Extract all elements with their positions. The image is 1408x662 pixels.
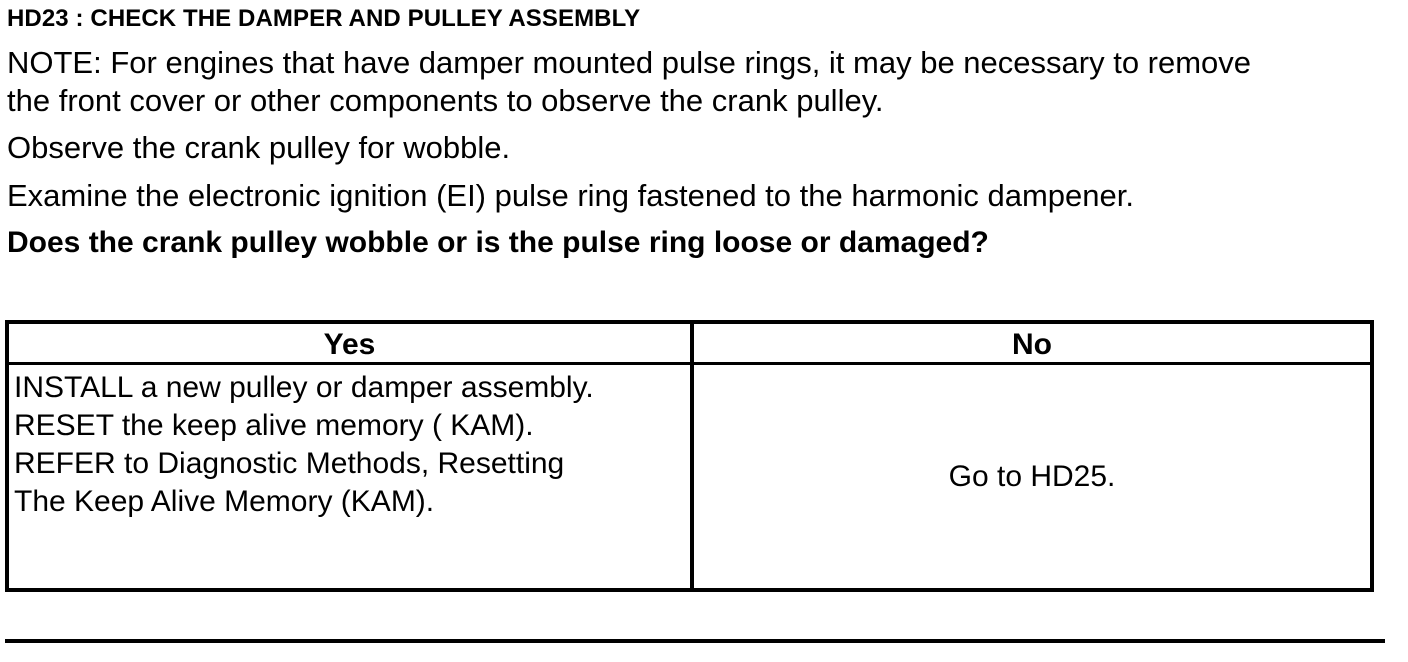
yes-cell	[14, 369, 686, 521]
no-action-text: Go to HD25.	[948, 459, 1116, 493]
header-no: No	[1012, 328, 1052, 361]
note-line: NOTE: For engines that have damper mounted pulse rings, it may be necessary to remove	[7, 45, 1252, 80]
header-yes: Yes	[323, 328, 376, 361]
step-heading: HD23 : CHECK THE DAMPER AND PULLEY ASSEMBLY	[7, 5, 641, 32]
instruction-examine: Examine the electronic ignition (EI) pulse ring fastened to the harmonic dampener.	[7, 178, 1134, 213]
note-line: the front cover or other components to observe the crank pulley.	[7, 83, 884, 118]
bottom-rule	[5, 639, 1385, 643]
yes-line: REFER to Diagnostic Methods, Resetting	[14, 447, 565, 480]
yes-line: RESET the keep alive memory ( KAM).	[14, 409, 534, 442]
yes-line: INSTALL a new pulley or damper assembly.	[14, 371, 594, 404]
decision-table	[5, 320, 1374, 592]
instruction-observe: Observe the crank pulley for wobble.	[7, 130, 511, 165]
diagnostic-question: Does the crank pulley wobble or is the pulse ring loose or damaged?	[7, 226, 989, 259]
yes-line: The Keep Alive Memory (KAM).	[14, 485, 435, 518]
note-paragraph	[7, 44, 1251, 120]
no-cell	[694, 365, 1370, 588]
